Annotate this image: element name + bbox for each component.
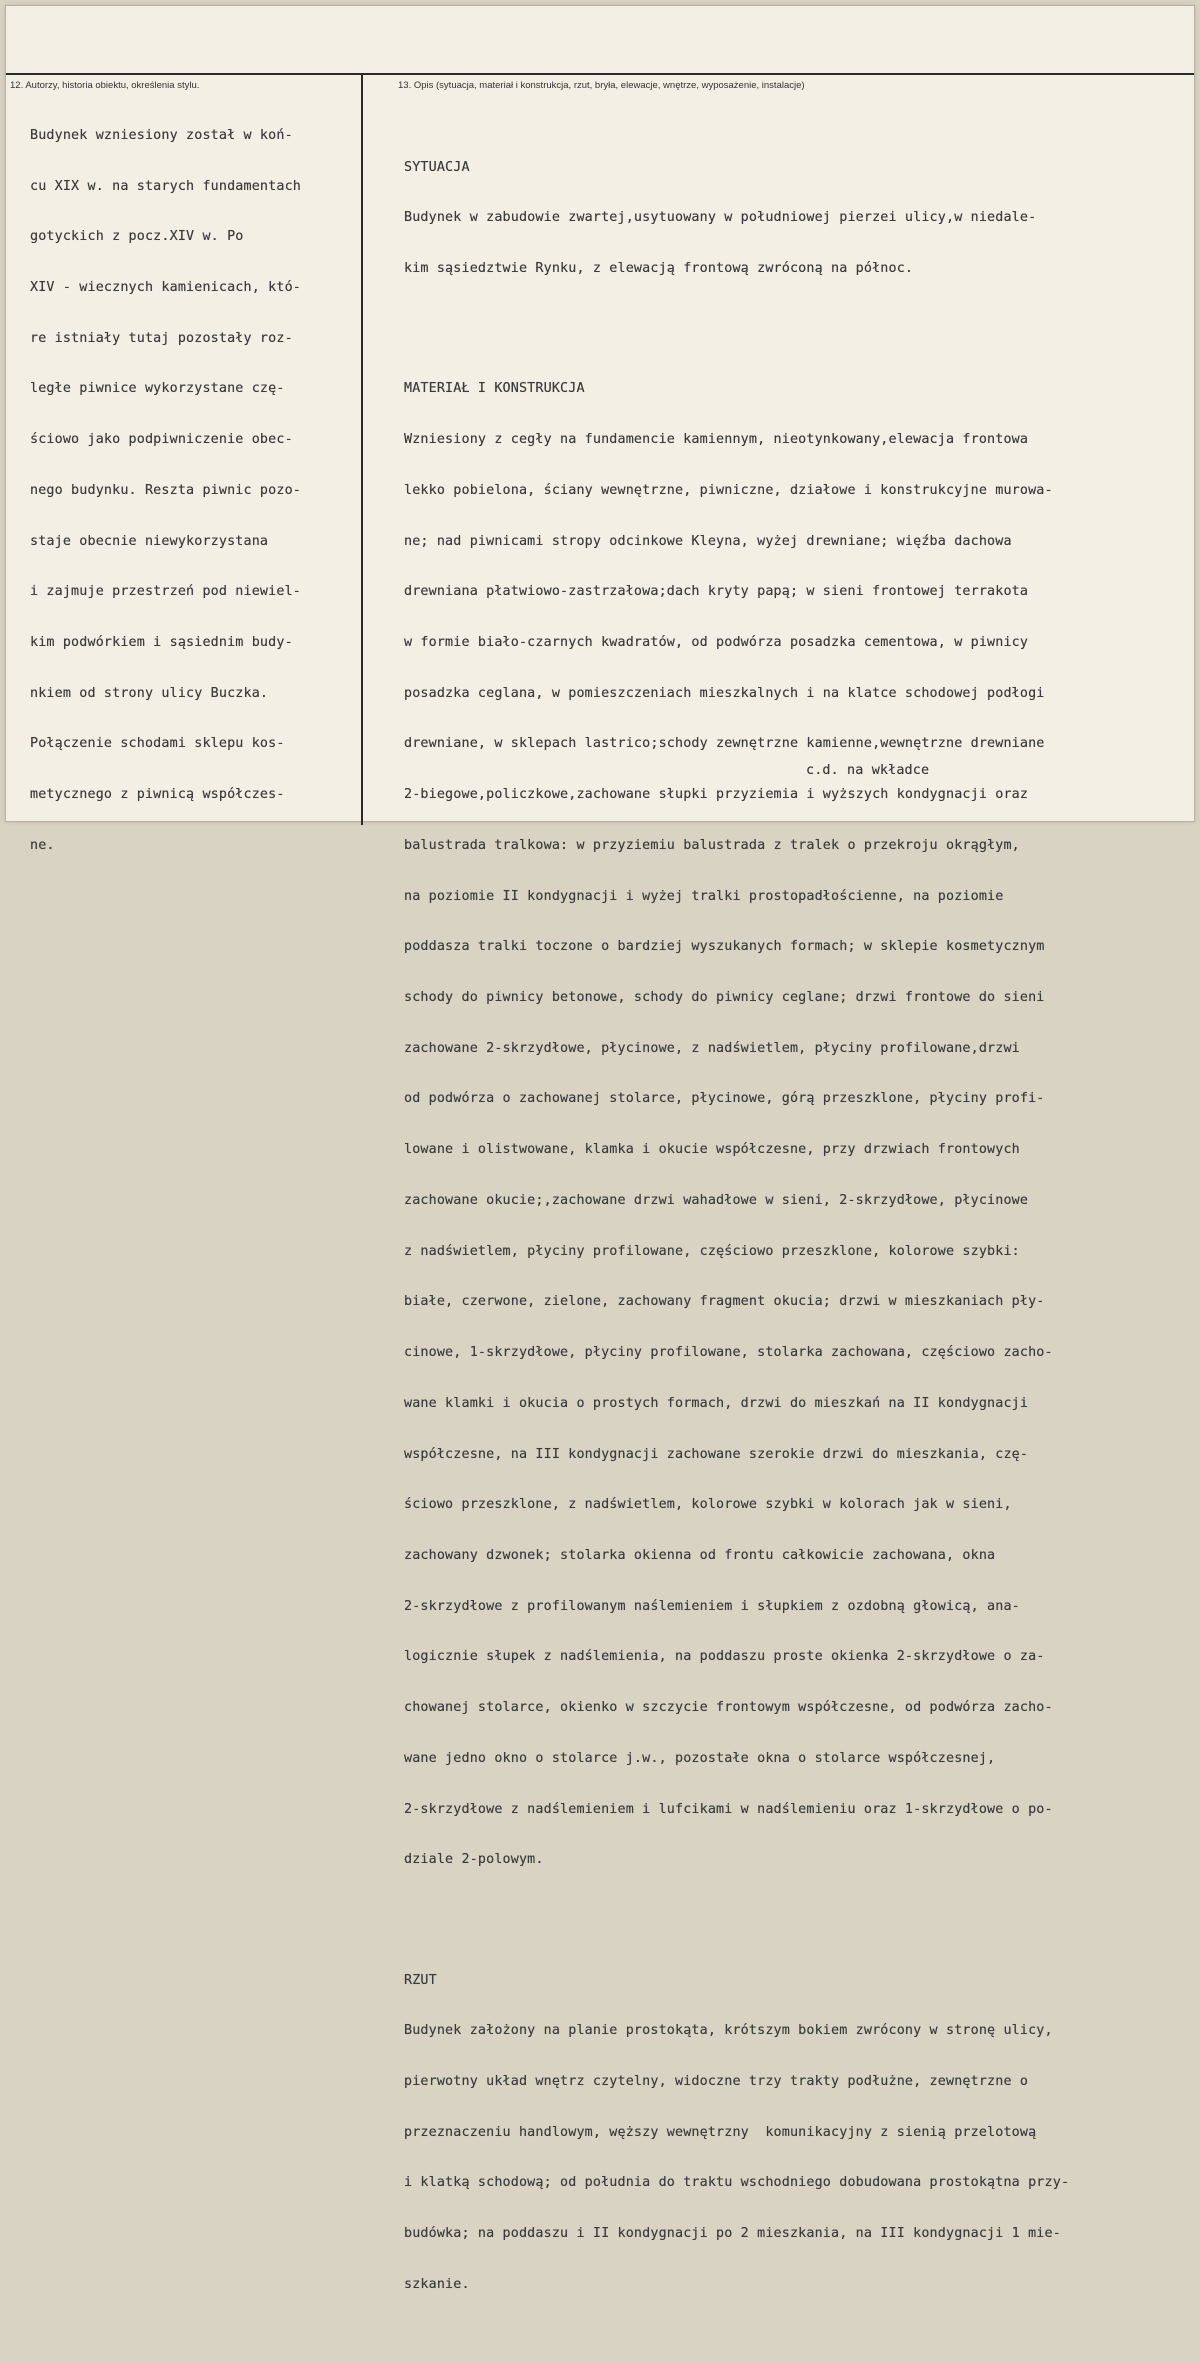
history-line: gotyckich z pocz.XIV w. Po: [30, 229, 244, 245]
section-line: 2-skrzydłowe z nadślemieniem i lufcikami w nadślemieniu oraz 1-skrzydłowe o po-: [404, 1801, 1053, 1817]
section-line: chowanej stolarce, okienko w szczycie frontowym współczesne, od podwórza zacho-: [404, 1700, 1053, 1716]
form-label-description: 13. Opis (sytuacja, materiał i konstrukcja, rzut, bryła, elewacje, wnętrze, wyposażenie, instalacje): [398, 80, 805, 91]
vertical-rule: [361, 73, 363, 825]
section-line: logicznie słupek z nadślemienia, na poddaszu proste okienka 2-skrzydłowe o za-: [404, 1649, 1045, 1665]
section-line: na poziomie II kondygnacji i wyżej tralki prostopadłościenne, na poziomie: [404, 888, 1004, 904]
description-text: [404, 92, 1069, 2363]
section-line: pierwotny układ wnętrz czytelny, widoczne trzy trakty podłużne, zewnętrzne o: [404, 2074, 1029, 2090]
section-line: z nadświetlem, płyciny profilowane, częściowo przeszklone, kolorowe szybki:: [404, 1243, 1020, 1259]
horizontal-rule: [6, 73, 1194, 75]
history-line: kim podwórkiem i sąsiednim budy-: [30, 635, 293, 650]
history-line: nego budynku. Reszta piwnic pozo-: [30, 482, 301, 498]
section-material: [404, 348, 1069, 1903]
form-label-authors-history: 12. Autorzy, historia obiektu, określenia stylu.: [10, 80, 200, 91]
section-line: Budynek założony na planie prostokąta, krótszym bokiem zwrócony w stronę ulicy,: [404, 2023, 1053, 2039]
section-line: wane klamki i okucia o prostych formach, drzwi do mieszkań na II kondygnacji: [404, 1395, 1029, 1411]
section-line: białe, czerwone, zielone, zachowany fragment okucia; drzwi w mieszkaniach pły-: [404, 1294, 1045, 1310]
section-line: zachowane okucie;,zachowane drzwi wahadłowe w sieni, 2-skrzydłowe, płycinowe: [404, 1192, 1029, 1208]
section-line: lowane i olistwowane, klamka i okucie współczesne, przy drzwiach frontowych: [404, 1142, 1020, 1158]
section-line: cinowe, 1-skrzydłowe, płyciny profilowane, stolarka zachowana, częściowo zacho-: [404, 1345, 1053, 1361]
history-line: nkiem od strony ulicy Buczka.: [30, 685, 269, 701]
history-line: Budynek wzniesiony został w koń-: [30, 127, 293, 143]
section-line: wane jedno okno o stolarce j.w., pozostałe okna o stolarce współczesnej,: [404, 1750, 996, 1766]
history-line: re istniały tutaj pozostały roz-: [30, 330, 293, 346]
section-sytuacja: [404, 126, 1069, 312]
section-line: balustrada tralkowa: w przyziemiu balustrada z tralek o przekroju okrągłym,: [404, 837, 1020, 853]
section-line: dziale 2-polowym.: [404, 1852, 544, 1868]
section-line: posadzka ceglana, w pomieszczeniach mieszkalnych i na klatce schodowej podłogi: [404, 685, 1045, 701]
continuation-note: c.d. na wkładce: [806, 763, 930, 778]
section-line: współczesne, na III kondygnacji zachowane szerokie drzwi do mieszkania, czę-: [404, 1446, 1029, 1462]
section-rzut: [404, 1939, 1069, 2328]
history-line: Połączenie schodami sklepu kos-: [30, 736, 285, 752]
section-line: lekko pobielona, ściany wewnętrzne, piwniczne, działowe i konstrukcyjne murowa-: [404, 482, 1053, 498]
section-line: 2-biegowe,policzkowe,zachowane słupki przyziemia i wyższych kondygnacji oraz: [404, 787, 1029, 803]
section-line: poddasza tralki toczone o bardziej wyszukanych formach; w sklepie kosmetycznym: [404, 939, 1045, 955]
history-text: [30, 94, 301, 889]
history-line: i zajmuje przestrzeń pod niewiel-: [30, 584, 301, 600]
section-line: przeznaczeniu handlowym, węższy wewnętrzny komunikacyjny z sienią przelotową: [404, 2124, 1037, 2140]
section-heading: MATERIAŁ I KONSTRUKCJA: [404, 381, 585, 397]
document-sheet: [6, 6, 1194, 2292]
section-line: Budynek w zabudowie zwartej,usytuowany w południowej pierzei ulicy,w niedale-: [404, 210, 1037, 226]
section-line: szkanie.: [404, 2276, 470, 2292]
section-line: w formie biało-czarnych kwadratów, od podwórza posadzka cementowa, w piwnicy: [404, 635, 1029, 650]
section-line: ściowo przeszklone, z nadświetlem, kolorowe szybki w kolorach jak w sieni,: [404, 1497, 1012, 1513]
history-line: metycznego z piwnicą współczes-: [30, 787, 285, 803]
history-line: cu XIX w. na starych fundamentach: [30, 178, 301, 194]
section-heading: RZUT: [404, 1972, 437, 1988]
history-line: ne.: [30, 837, 55, 853]
section-line: budówka; na poddaszu i II kondygnacji po 2 mieszkania, na III kondygnacji 1 mie-: [404, 2226, 1061, 2242]
history-line: staje obecnie niewykorzystana: [30, 533, 269, 549]
section-line: zachowane 2-skrzydłowe, płycinowe, z nadświetlem, płyciny profilowane,drzwi: [404, 1040, 1020, 1056]
section-line: drewniane, w sklepach lastrico;schody zewnętrzne kamienne,wewnętrzne drewniane: [404, 736, 1045, 752]
section-line: od podwórza o zachowanej stolarce, płycinowe, górą przeszklone, płyciny profi-: [404, 1091, 1045, 1107]
section-line: i klatką schodową; od południa do traktu wschodniego dobudowana prostokątna przy-: [404, 2175, 1070, 2191]
section-line: Wzniesiony z cegły na fundamencie kamiennym, nieotynkowany,elewacja frontowa: [404, 432, 1029, 448]
section-line: 2-skrzydłowe z profilowanym naślemieniem i słupkiem z ozdobną głowicą, ana-: [404, 1598, 1020, 1614]
history-line: ległe piwnice wykorzystane czę-: [30, 381, 285, 397]
section-line: ne; nad piwnicami stropy odcinkowe Kleyna, wyżej drewniane; więźba dachowa: [404, 533, 1012, 549]
history-line: ściowo jako podpiwniczenie obec-: [30, 432, 293, 448]
section-heading: SYTUACJA: [404, 159, 470, 175]
section-line: zachowany dzwonek; stolarka okienna od frontu całkowicie zachowana, okna: [404, 1547, 996, 1563]
section-line: kim sąsiedztwie Rynku, z elewacją frontową zwróconą na północ.: [404, 261, 914, 277]
history-line: XIV - wiecznych kamienicach, któ-: [30, 279, 301, 295]
section-line: drewniana płatwiowo-zastrzałowa;dach kryty papą; w sieni frontowej terrakota: [404, 584, 1029, 600]
section-line: schody do piwnicy betonowe, schody do piwnicy ceglane; drzwi frontowe do sieni: [404, 990, 1045, 1006]
